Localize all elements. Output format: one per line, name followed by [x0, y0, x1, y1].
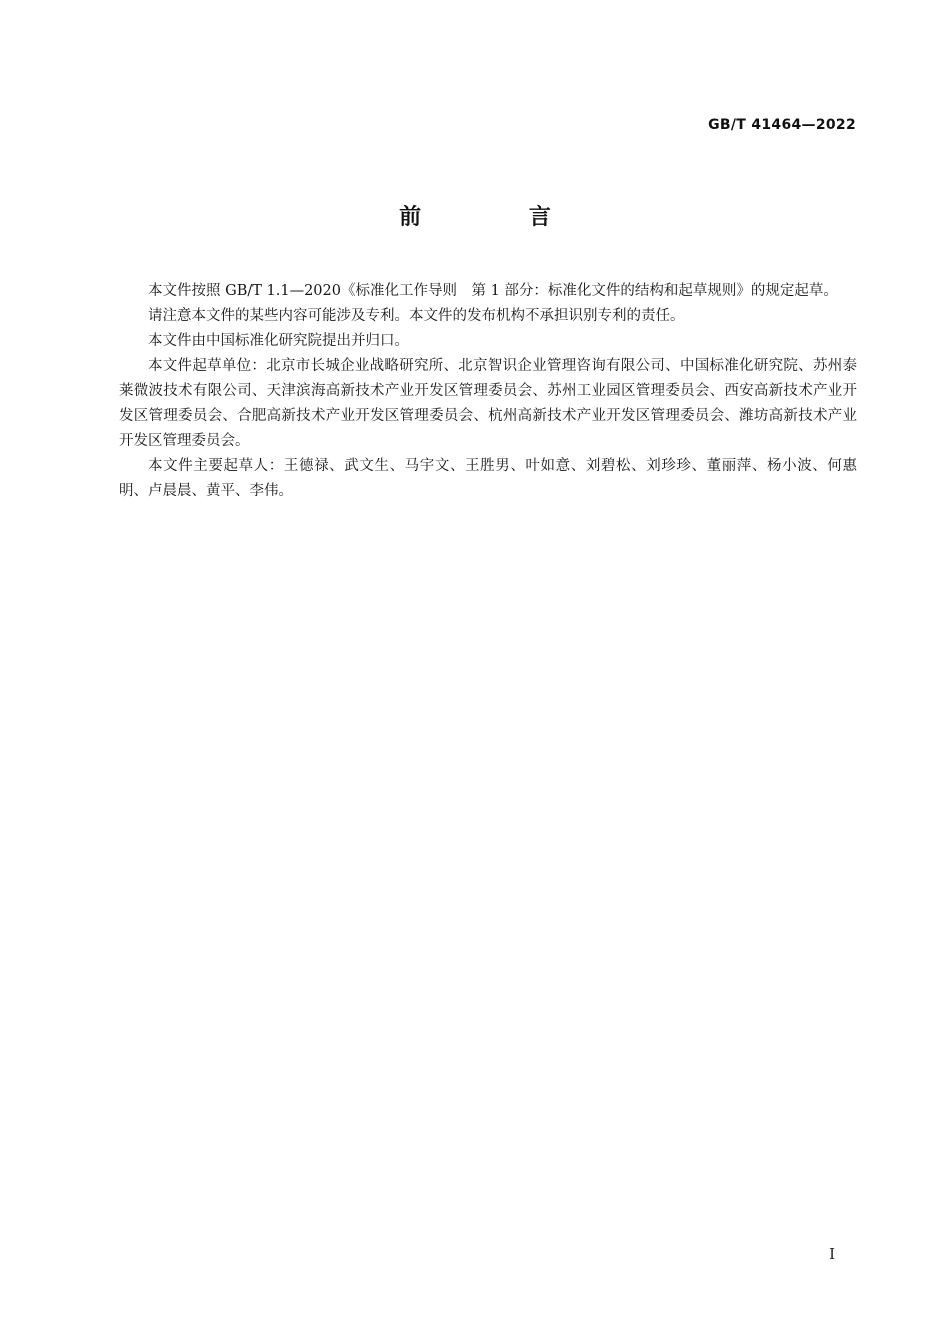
standard-code: GB/T 41464—2022: [708, 117, 856, 133]
page-title: 前 言: [399, 205, 601, 230]
paragraph-patent-notice: 请注意本文件的某些内容可能涉及专利。本文件的发布机构不承担识别专利的责任。: [148, 308, 685, 324]
paragraph-proposer: 本文件由中国标准化研究院提出并归口。: [148, 333, 409, 349]
foreword-body: [119, 279, 857, 504]
page-number: I: [829, 1245, 835, 1263]
paragraph-drafting-rules: 本文件按照 GB/T 1.1—2020《标准化工作导则 第 1 部分：标准化文件的结构和起草规则》的规定起草。: [148, 283, 838, 299]
paragraph-main-drafters: 本文件主要起草人：王德禄、武文生、马宇文、王胜男、叶如意、刘碧松、刘珍珍、董丽萍、杨小波、何惠明、卢晨晨、黄平、李伟。: [119, 458, 857, 499]
paragraph-drafting-units: 本文件起草单位：北京市长城企业战略研究所、北京智识企业管理咨询有限公司、中国标准化研究院、苏州泰莱微波技术有限公司、天津滨海高新技术产业开发区管理委员会、苏州工业园区管理委员会、西安高新技术产业开发区管理委员会、合肥高新技术产业开发区管理委员会、杭州高新技术产业开发区管理委员会、潍坊高新技术产业开发区管理委员会。: [119, 358, 857, 449]
